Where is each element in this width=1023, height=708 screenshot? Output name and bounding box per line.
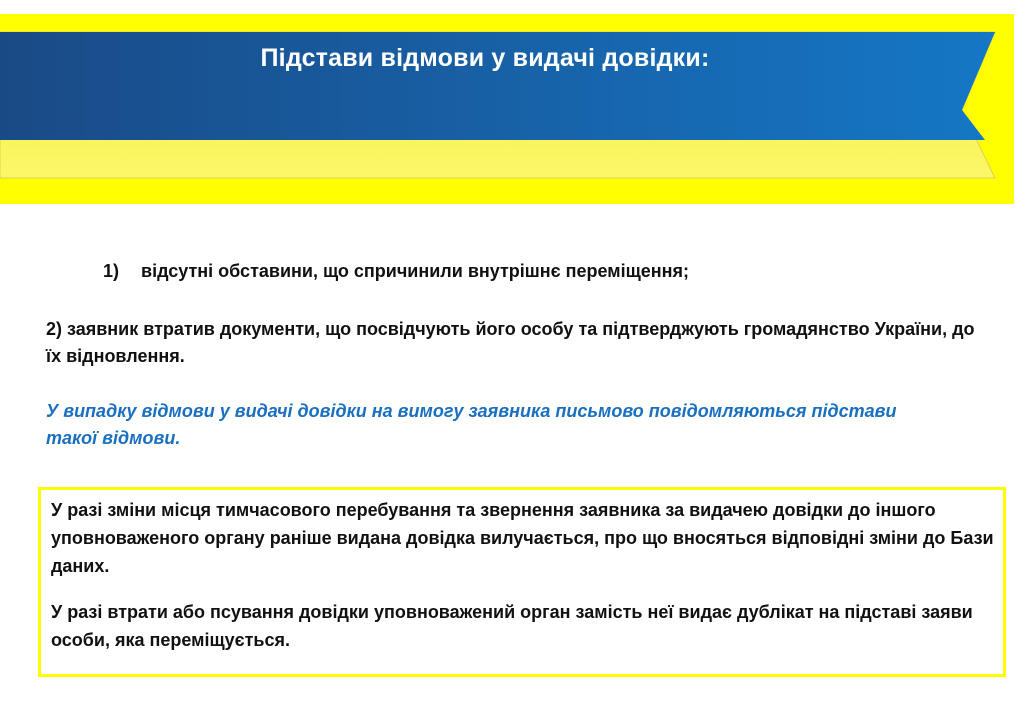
list-item-1-text: відсутні обставини, що спричинили внутрішнє переміщення; — [141, 261, 690, 281]
slide-title: Підстави відмови у видачі довідки: — [260, 44, 710, 72]
refusal-note: У випадку відмови у видачі довідки на вимогу заявника письмово повідомляються підстави такої відмови. — [46, 401, 897, 448]
info-box — [38, 487, 1006, 677]
info-box-paragraph-2: У разі втрати або псування довідки уповноважений орган замість неї видає дублікат на підставі заяви особи, яка переміщується. — [51, 602, 973, 650]
list-item-2: 2) заявник втратив документи, що посвідчують його особу та підтверджують громадянство України, до їх відновлення. — [46, 319, 975, 366]
list-item-1 — [103, 261, 689, 282]
list-item-1-number: 1) — [103, 261, 120, 281]
header-banner — [0, 14, 1014, 204]
info-box-paragraph-1: У разі зміни місця тимчасового перебування та звернення заявника за видачею довідки до іншого уповноваженого органу раніше видана довідка вилучається, про що вносяться відповідні зміни до Бази даних. — [51, 500, 994, 576]
